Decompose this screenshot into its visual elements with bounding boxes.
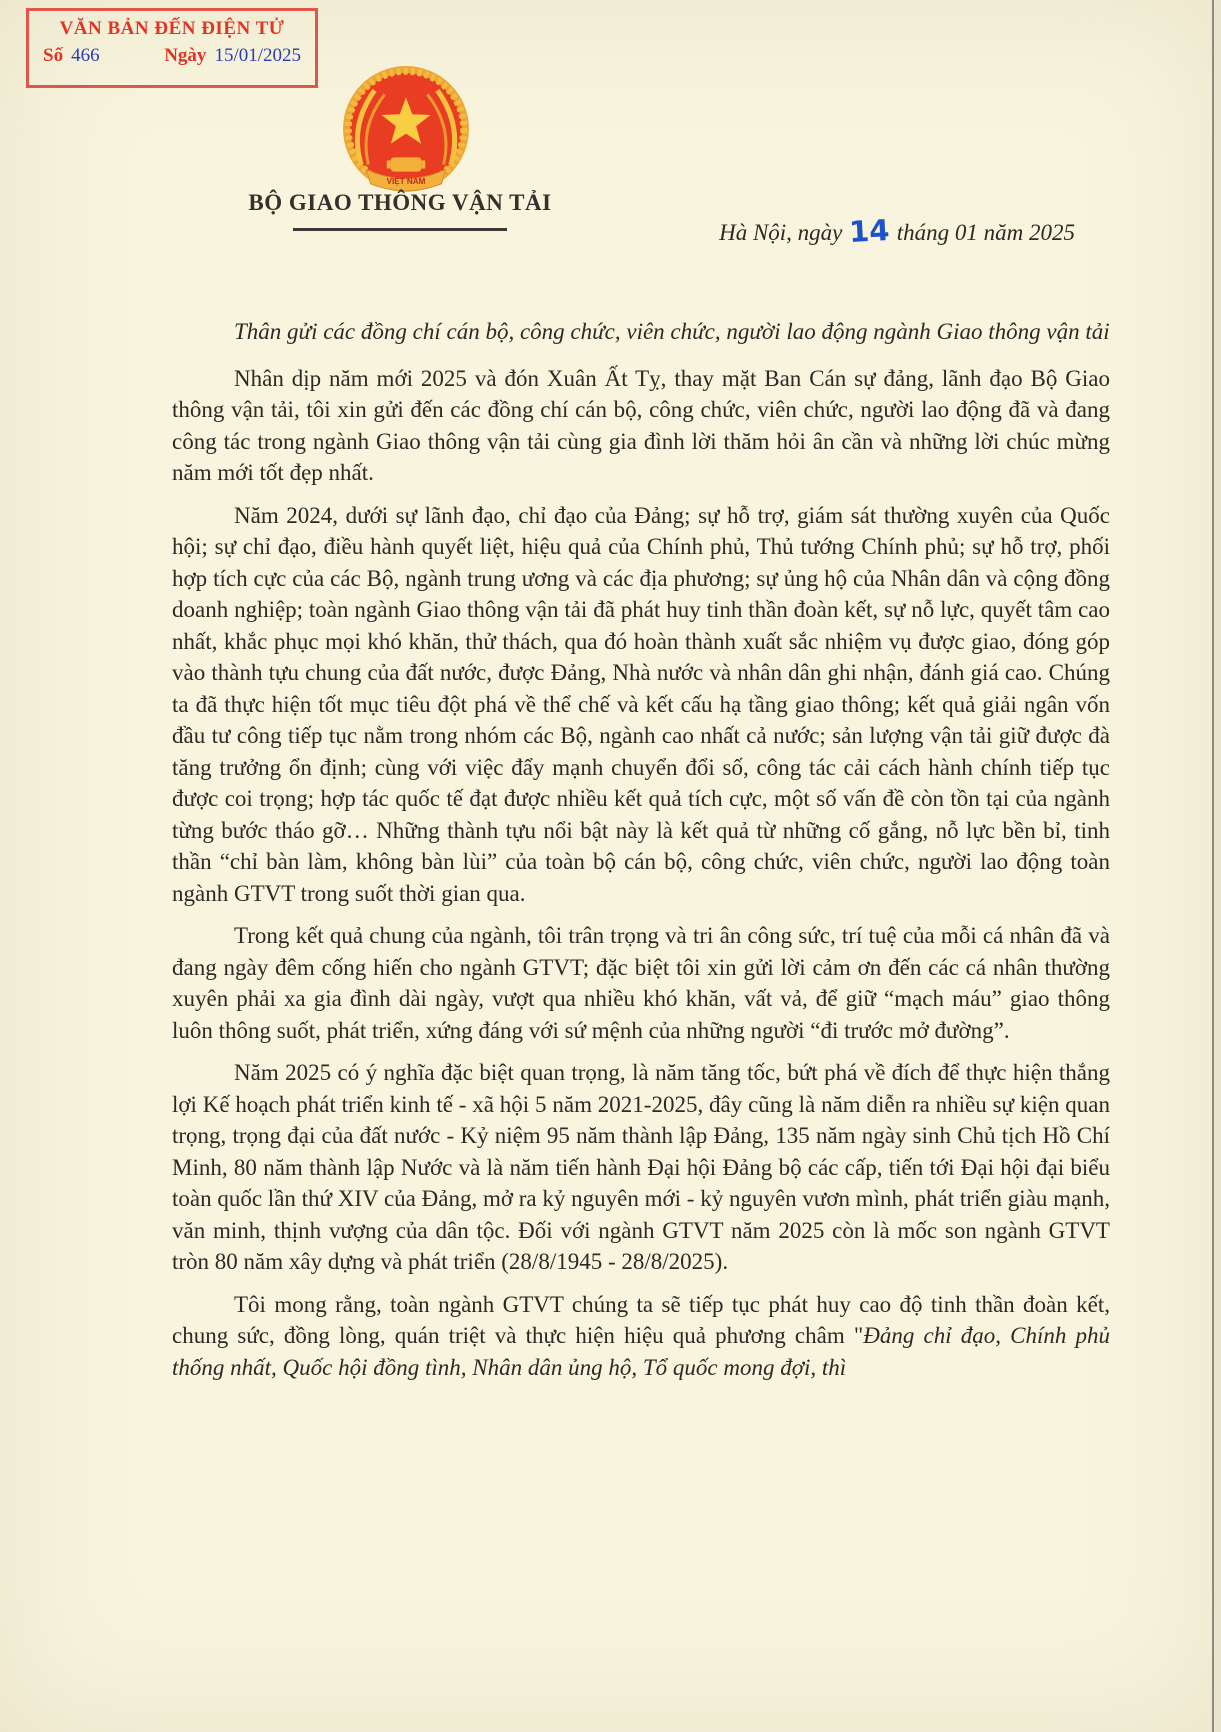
stamp-ngay-value: 15/01/2025 [214,45,301,66]
dateline [515,212,1075,250]
vietnam-national-emblem-icon [338,64,474,200]
paragraph-closing [172,1289,1110,1384]
ministry-title: BỘ GIAO THÔNG VẬN TẢI [248,190,552,215]
stamp-number-date-row [29,45,315,67]
paragraph-new-year-greeting: Nhân dịp năm mới 2025 và đón Xuân Ất Tỵ, thay mặt Ban Cán sự đảng, lãnh đạo Bộ Giao thông vận tải, tôi xin gửi đến các đồng chí cán bộ, công chức, viên chức, người lao động đã và đang công tác trong ngành Giao thông vận tải cùng gia đình lời thăm hỏi ân cần và những lời chúc mừng năm mới tốt đẹp nhất. [172,365,1110,485]
salutation: Thân gửi các đồng chí cán bộ, công chức, viên chức, người lao động ngành Giao thông vận tải [234,319,1110,344]
handwritten-day: 14 [848,212,891,250]
emblem-banner-text: VIỆT NAM [386,176,426,186]
ministry-title-underline [293,228,507,231]
closing-italic-motto: Đảng chỉ đạo, Chính phủ thống nhất, Quốc hội đồng tình, Nhân dân ủng hộ, Tổ quốc mong đợi, thì [172,1323,1110,1380]
dateline-suffix: tháng 01 năm 2025 [896,220,1075,245]
scan-page-edge [1214,0,1221,1732]
paragraph-2025-significance: Năm 2025 có ý nghĩa đặc biệt quan trọng, là năm tăng tốc, bứt phá về đích để thực hiện thắng lợi Kế hoạch phát triển kinh tế - xã hội 5 năm 2021-2025, đây cũng là năm diễn ra nhiều sự kiện quan trọng, trọng đại của đất nước - Kỷ niệm 95 năm thành lập Đảng, 135 năm ngày sinh Chủ tịch Hồ Chí Minh, 80 năm thành lập Nước và là năm tiến hành Đại hội Đảng bộ các cấp, tiến tới Đại hội đại biểu toàn quốc lần thứ XIV của Đảng, mở ra kỷ nguyên mới - kỷ nguyên vươn mình, phát triển giàu mạnh, văn minh, thịnh vượng của dân tộc. Đối với ngành GTVT năm 2025 còn là mốc son ngành GTVT tròn 80 năm xây dựng và phát triển (28/8/1945 - 28/8/2025). [172,1060,1111,1274]
letter-body [172,316,1110,1394]
stamp-ngay-label: Ngày [164,45,207,66]
scan-page-edge-line [1212,0,1214,1732]
closing-plain-text: Tôi mong rằng, toàn ngành GTVT chúng ta sẽ tiếp tục phát huy cao độ tinh thần đoàn kết, chung sức, đồng lòng, quán triệt và thực hiện hiệu quả phương châm " [172,1291,1110,1348]
paragraph-2024-review: Năm 2024, dưới sự lãnh đạo, chỉ đạo của Đảng; sự hỗ trợ, giám sát thường xuyên của Quốc hội; sự chỉ đạo, điều hành quyết liệt, hiệu quả của Chính phủ, Thủ tướng Chính phủ; sự hỗ trợ, phối hợp tích cực của các Bộ, ngành trung ương và các địa phương; sự ủng hộ của Nhân dân và cộng đồng doanh nghiệp; toàn ngành Giao thông vận tải đã phát huy tinh thần đoàn kết, sự nỗ lực, quyết tâm cao nhất, khắc phục mọi khó khăn, thử thách, qua đó hoàn thành xuất sắc nhiệm vụ được giao, đóng góp vào thành tựu chung của đất nước, được Đảng, Nhà nước và nhân dân ghi nhận, đánh giá cao. Chúng ta đã thực hiện tốt mục tiêu đột phá về thể chế và kết cấu hạ tầng giao thông; kết quả giải ngân vốn đầu tư công tiếp tục nằm trong nhóm các Bộ, ngành cao nhất cả nước; sản lượng vận tải giữ được đà tăng trưởng ổn định; cùng với việc đẩy mạnh chuyển đổi số, công tác cải cách hành chính tiếp tục được coi trọng; hợp tác quốc tế đạt được nhiều kết quả tích cực, một số vấn đề còn tồn tại của ngành từng bước tháo gỡ… Những thành tựu nổi bật này là kết quả từ những cố gắng, nỗ lực bền bỉ, tinh thần “chỉ bàn làm, không bàn lùi” của toàn bộ cán bộ, công chức, viên chức, người lao động toàn ngành GTVT trong suốt thời gian qua. [172,502,1110,906]
stamp-so-label: Số [43,45,64,66]
stamp-so-value: 466 [71,45,100,66]
dateline-prefix: Hà Nội, ngày [719,220,843,245]
incoming-document-stamp [26,8,318,88]
stamp-title: VĂN BẢN ĐẾN ĐIỆN TỬ [59,18,285,39]
paragraph-gratitude: Trong kết quả chung của ngành, tôi trân trọng và tri ân công sức, trí tuệ của mỗi cá nhân đã và đang ngày đêm cống hiến cho ngành GTVT; đặc biệt tôi xin gửi lời cảm ơn đến các cá nhân thường xuyên phải xa gia đình dài ngày, vượt qua nhiều khó khăn, vất vả, để giữ “mạch máu” giao thông luôn thông suốt, phát triển, xứng đáng với sứ mệnh của những người “đi trước mở đường”. [172,923,1110,1043]
